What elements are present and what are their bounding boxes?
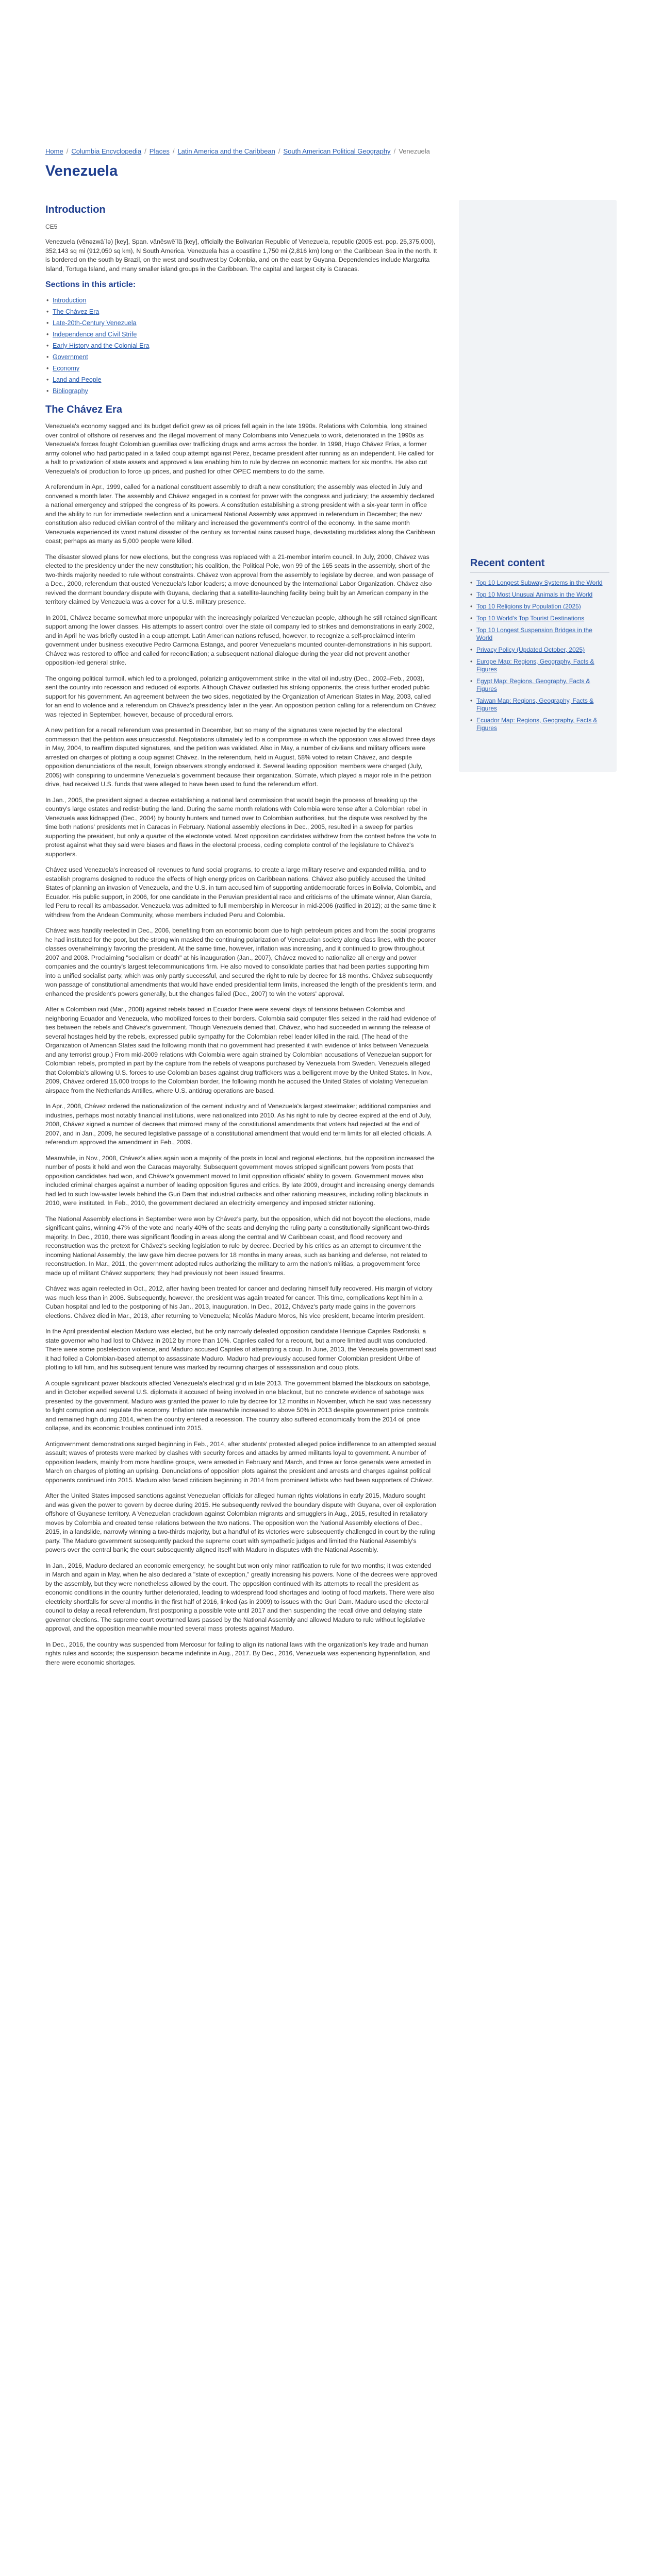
chavez-heading: The Chávez Era	[45, 404, 122, 415]
article-paragraph: A couple significant power blackouts affected Venezuela's electrical grid in late 2013. The government blamed the blackouts on sabotage, and in October expelled several U.S. diplomats it accused of being involved in one blackout, but no concrete evidence of sabotage was presented by the government. Maduro was granted the power to rule by decree for 12 months in November, which he said was necessary to fight corruption and regulate the economy. Inflation rate meanwhile increased to above 50% in 2013 despite government price controls and remained high during 2014, when the country entered a recession. The country also suffered economically from the 2014 oil price collapse, and its economic troubles continued into 2015.	[45, 1379, 432, 1432]
breadcrumb-item[interactable]: Home	[45, 147, 63, 155]
article-paragraph: The National Assembly elections in September were won by Chávez's party, but the opposition, which did not boycott the elections, made significant gains, winning 47% of the vote and nearly 40% of the seats and denying the ruling party a constitutionally significant two-thirds majority. In Dec., 2010, there was significant flooding in areas along the central and W Caribbean coast, and flood recovery and reconstruction was the pretext for Chávez's seeking legislation to rule by decree. Decried by his critics as an attempt to circumvent the incoming National Assembly, the law gave him decree powers for 18 months in many areas, such as banking and defense, not related to reconstruction. In Mar., 2011, the government adopted rules authorizing the military to arm the nation's militias, a progovernment force made up of militant Chávez supporters; they had previously not been issued firearms.	[45, 1215, 430, 1277]
recent-item	[470, 658, 609, 673]
recent-link[interactable]: Ecuador Map: Regions, Geography, Facts & Figures	[476, 717, 598, 732]
recent-link[interactable]: Privacy Policy (Updated October, 2025)	[476, 646, 585, 653]
breadcrumb-separator: /	[66, 147, 69, 155]
article-paragraph: Meanwhile, in Nov., 2008, Chávez's allies again won a majority of the posts in local and regional elections, but the opposition increased the number of posts it held and won the Caracas mayoralty. Subsequent government moves stripped significant powers from posts that opposition candidates had won, and Chávez's government moved to limit opposition officials' ability to govern. Government moves also included criminal charges against a number of leading opposition figures and critics. By late 2009, drought and increasing energy demands had led to such low-water levels behind the Guri Dam that industrial cutbacks and other rationing measures, including rolling blackouts in 2010, were instituted. In Feb., 2010, the government declared an electricity emergency and imposed stricter rationing.	[45, 1154, 435, 1207]
recent-link[interactable]: Top 10 Most Unusual Animals in the World	[476, 591, 593, 598]
breadcrumb-item: Venezuela	[399, 147, 430, 155]
recent-link[interactable]: Egypt Map: Regions, Geography, Facts & Figures	[476, 677, 590, 692]
page-title: Venezuela	[45, 163, 118, 179]
toc-link[interactable]: Economy	[53, 365, 80, 372]
toc-item	[45, 340, 437, 351]
article-paragraph: Chávez was again reelected in Oct., 2012, after having been treated for cancer and declaring himself fully recovered. His margin of victory was much less than in 2006. Subsequently, however, the president was again treated for cancer. This time, complications kept him in a Cuban hospital and led to the postponing of his Jan., 2013, inauguration. In Dec., 2012, Chávez's party made gains in the governors elections. Chávez died in Mar., 2013, after returning to Venezuela; Nicolás Maduro Moros, his vice president, became interim president.	[45, 1285, 433, 1319]
recent-item	[470, 603, 609, 611]
toc-link[interactable]: Independence and Civil Strife	[53, 331, 137, 338]
article-paragraph: Venezuela's economy sagged and its budget deficit grew as oil prices fell again in the late 1990s. Relations with Colombia, long strained over control of offshore oil reserves and the illegal movement of many Colombians into Venezuela to work, deteriorated in the 1990s as Venezuela's forces fought Colombian guerrillas over trafficking drugs and arms across the border. In 1998, Hugo Chávez Frías, a former army colonel who had participated in a failed coup attempt against Pérez, became president after running as an independent. He called for a halt to privatization of state assets and approved a law enabling him to rule by decree on economic matters for six months. He also cut Venezuela's oil production to force up prices, and pushed for other OPEC members to do the same.	[45, 422, 434, 475]
article-paragraph: In Apr., 2008, Chávez ordered the nationalization of the cement industry and of Venezuela's largest steelmaker; additional companies and industries, perhaps most notably financial institutions, were nationalized into 2010. As his right to rule by decree expired at the end of July, 2008, Chávez signed a number of decrees that mirrored many of the constitutional amendments that voters had rejected at the end of 2007, and in Jan., 2009, he secured legislative passage of a constitutional amendment that would end term limits for all elected officials. A referendum approved the amendment in Feb., 2009.	[45, 1103, 432, 1146]
breadcrumb-separator: /	[172, 147, 175, 155]
recent-link[interactable]: Taiwan Map: Regions, Geography, Facts & Figures	[476, 697, 594, 712]
toc-item	[45, 295, 437, 306]
chavez-section	[45, 422, 437, 1667]
breadcrumb-item[interactable]: South American Political Geography	[283, 147, 391, 155]
article-paragraph: In Jan., 2016, Maduro declared an economic emergency; he sought but won only minor ratification to rule for two months; it was extended in March and again in May, when he also declared a "state of exception," greatly increasing his powers. None of the decrees were approved by the assembly, but they were nonetheless allowed by the court. The opposition continued with its attempts to recall the president as economic conditions in the country further deteriorated, leading to widespread food shortages and looting of food markets. There were also electricity shortfalls for several months in the first half of 2016, linked (as in 2009) to issues with the Guri Dam. Maduro used the electoral council to delay a recall referendum, first postponing a possible vote until 2017 and then suspending the recall drive and delaying state governor elections. The supreme court overturned laws passed by the National Assembly and allowed Maduro to rule without legislative approval, and the opposition meanwhile mounted several mass protests against Maduro.	[45, 1562, 437, 1632]
breadcrumb-item[interactable]: Columbia Encyclopedia	[71, 147, 142, 155]
article-paragraph: After a Colombian raid (Mar., 2008) against rebels based in Ecuador there were several days of tensions between Colombia and neighboring Ecuador and Venezuela, who mobilized forces to their borders. Colombia said computer files seized in the raid had evidence of ties between the rebels and Chávez's government. Though Venezuela denied that, Chávez, who had succeeded in winning the release of several hostages held by the rebels, expressed public sympathy for the Colombian rebel leader killed in the raid. (The head of the Organization of American States said the following month that no government had presented it with evidence of links between Venezuela and any terrorist group.) From mid-2009 relations with Colombia were again strained by Colombian accusations of Venezuelan support for Colombian rebels, prompted in part by the capture from the rebels of weapons purchased by Venezuela from Sweden. Venezuela alleged that Colombia's allowing U.S. forces to use Colombian bases against drug traffickers was a belligerent move by the United States. In Nov., 2009, Chávez ordered 15,000 troops to the Colombian border, the following month he accused the United States of violating Venezuelan airspace from the Netherlands Antilles, where U.S. antidrug operations are based.	[45, 1006, 436, 1094]
toc-link[interactable]: Early History and the Colonial Era	[53, 342, 150, 349]
breadcrumb-separator: /	[144, 147, 146, 155]
recent-link[interactable]: Europe Map: Regions, Geography, Facts & Figures	[476, 658, 594, 673]
recent-item	[470, 697, 609, 713]
recent-link[interactable]: Top 10 Religions by Population (2025)	[476, 603, 581, 610]
article-paragraph: A new petition for a recall referendum was presented in December, but so many of the signatures were rejected by the electoral commission that the petition was unsuccessful. Negotiations ultimately led to a compromise in which the opposition was allowed three days in May, 2004, to reaffirm disputed signatures, and the petition was validated. Also in May, a number of civilians and military officers were arrested on charges of plotting a coup against Chávez. In the referendum, held in August, 58% voted to retain Chávez, and despite opposition denunciations of the result, foreign observers strongly endorsed it. Several leading opposition members were charged (July, 2005) with conspiring to undermine Venezuela's government because their organization, Súmate, which played a major role in the petition drive, had received U.S. funds that were alleged to have been used to fund the referendum effort.	[45, 726, 435, 788]
toc-item	[45, 374, 437, 385]
toc-link[interactable]: The Chávez Era	[53, 308, 100, 315]
article-paragraph: After the United States imposed sanctions against Venezuelan officials for alleged human rights violations in early 2015, Maduro sought and was given the power to govern by decree during 2015. He subsequently revived the boundary dispute with Guyana, over oil exploration offshore of Guyanese territory. A Venezuelan crackdown against Colombian migrants and smugglers in Aug., 2015, resulted in retaliatory moves by Colombia and created tense relations between the two nations. The opposition won the National Assembly elections of Dec., 2015, in a landslide, narrowly winning a two-thirds majority, but a handful of its victories were subsequently challenged in court by the ruling party. The Maduro government subsequently packed the supreme court with sympathetic judges and limited the National Assembly's powers over the central bank; the court subsequently aligned itself with Maduro in disputes with the National Assembly.	[45, 1492, 437, 1553]
toc-link[interactable]: Land and People	[53, 376, 102, 383]
recent-item	[470, 717, 609, 732]
recent-item	[470, 615, 609, 622]
toc-link[interactable]: Bibliography	[53, 387, 88, 395]
recent-item	[470, 579, 609, 587]
toc-link[interactable]: Introduction	[53, 297, 87, 304]
toc-heading: Sections in this article:	[45, 280, 136, 289]
recent-item	[470, 626, 609, 642]
breadcrumb-separator: /	[278, 147, 280, 155]
recent-link[interactable]: Top 10 World's Top Tourist Destinations	[476, 615, 585, 622]
recent-list	[470, 579, 609, 732]
divider	[470, 572, 609, 573]
intro-paragraph: Venezuela (vĕnəzwā´lə) [key], Span. văněswě´lä [key], officially the Bolivarian Republic of Venezuela, republic (2005 est. pop. 25,375,000), 352,143 sq mi (912,050 sq km), N South America. Venezuela has a coastline 1,750 mi (2,816 km) long on the Caribbean Sea in the north. It is bordered on the south by Brazil, on the west and southwest by Colombia, and on the east by Guyana. Dependencies include Margarita Island, Tortuga Island, and many smaller island groups in the Caribbean. The capital and largest city is Caracas.	[45, 238, 437, 273]
breadcrumb-item[interactable]: Latin America and the Caribbean	[177, 147, 275, 155]
article-paragraph: A referendum in Apr., 1999, called for a national constituent assembly to draft a new constitution; the assembly was elected in July and convened a month later. The assembly and Chávez engaged in a contest for power with the congress and judiciary; the assembly declared a national emergency and stripped the congress of its powers. A constitution establishing a strong president with a six-year term in office and the ability to run for immediate reelection and a unicameral National Assembly was approved in referendum in December; the new constitution also reduced civilian control of the military and increased the government's control of the economy. In the same month Venezuela experienced its worst natural disaster of the century as torrential rains caused huge, devastating mudslides along the Caribbean coast; perhaps as many as 5,000 people were killed.	[45, 483, 436, 545]
recent-link[interactable]: Top 10 Longest Subway Systems in the World	[476, 579, 603, 586]
intro-heading: Introduction	[45, 204, 106, 215]
toc-item	[45, 363, 437, 374]
recent-link[interactable]: Top 10 Longest Suspension Bridges in the World	[476, 626, 592, 641]
toc-item	[45, 317, 437, 329]
article-paragraph: Chávez was handily reelected in Dec., 2006, benefiting from an economic boom due to high petroleum prices and from the social programs he had instituted for the poor, but the strong win masked the continuing polarization of Venezuelan society along class lines, with the poorer classes overwhelmingly favoring the president. At the same time, however, inflation was increasing, and it continued to grow throughout 2007 and 2008. Proclaiming "socialism or death" at his inauguration (Jan., 2007), Chávez moved to nationalize all energy and power companies and the country's largest telecommunications firm. He also moved to consolidate parties that had been parties supporting him into a unified socialist party, which was only partly successful, and secured the right to rule by decree for 18 months. Chávez subsequently won passage of constitutional amendments that would have ended presidential term limits, increased the length of the president's term, and enhanced the president's powers generally, but the changes failed (Dec., 2007) to win the voters' approval.	[45, 927, 437, 997]
toc-link[interactable]: Late-20th-Century Venezuela	[53, 319, 137, 327]
toc-item	[45, 351, 437, 363]
article-paragraph: Chávez used Venezuela's increased oil revenues to fund social programs, to create a large military reserve and expanded militia, and to establish programs designed to reduce the effects of high energy prices on Caribbean nations. Chávez also publicly accused the United States of planning an invasion of Venezuela, and the U.S. in turn accused him of supporting antidemocratic forces in Bolivia, Colombia, and Ecuador. His public support, in 2006, for one candidate in the Peruvian presidential race and criticisms of the ultimate winner, Alan García, led Peru to recall its ambassador. Venezuela was admitted to full membership in Mercosur in mid-2006 (ratified in 2012); at the same time it withdrew from the Andean Community, whose members included Peru and Colombia.	[45, 866, 436, 919]
article-paragraph: In the April presidential election Maduro was elected, but he only narrowly defeated opposition candidate Henrique Capriles Radonski, a state governor who had lost to Chávez in 2012 by more than 10%. Capriles called for a recount, but a more limited audit was conducted. There were some postelection violence, and Maduro accused Capriles of attempting a coup. In June, 2013, the Venezuela government said it had foiled a Colombian-based attempt to assassinate Maduro. Maduro had previously accused former Colombian president Uribe of plotting to kill him, and his subsequent tenure was marked by recurring charges of assassination and coup plots.	[45, 1328, 437, 1371]
article-paragraph: In Dec., 2016, the country was suspended from Mercosur for failing to align its national laws with the organization's key trade and human rights rules and accords; the suspension became indefinite in Aug., 2017. By Dec., 2016, Venezuela was experiencing hyperinflation, and there were economic shortages.	[45, 1640, 430, 1666]
breadcrumb	[45, 147, 430, 155]
table-of-contents	[45, 295, 437, 397]
article-paragraph: In Jan., 2005, the president signed a decree establishing a national land commission that would begin the process of breaking up the country's large estates and redistributing the land. During the same month relations with Colombia were tense after a Colombian rebel in Venezuela was kidnapped (Dec., 2004) by bounty hunters and turned over to Colombian authorities, but the dispute was resolved by the time both nations' presidents met in Caracas in February. National assembly elections in Dec., 2005, resulted in a sweep for parties supporting the president, but only a quarter of the electorate voted. Most opposition candidates withdrew from the contest before the vote to protest against what they said were biases and flaws in the electoral process, ceding complete control of the legislature to Chávez's supporters.	[45, 796, 437, 858]
recent-heading: Recent content	[470, 557, 545, 569]
article-body	[45, 204, 437, 1674]
toc-item	[45, 385, 437, 397]
recent-content	[470, 557, 609, 736]
article-paragraph: The ongoing political turmoil, which led to a prolonged, polarizing antigovernment strike in the vital oil industry (Dec., 2002–Feb., 2003), sent the country into recession and reduced oil exports. Although Chávez outlasted his striking opponents, the crisis further eroded public support for his government. An agreement between the two sides, negotiated by the Organization of American States in May, 2003, called for an end to violence and a referendum on Chávez's presidency later in the year. An opposition petition calling for a referendum on Chávez was rejected in September, however, because of procedural errors.	[45, 674, 436, 718]
breadcrumb-item[interactable]: Places	[149, 147, 170, 155]
article-paragraph: Antigovernment demonstrations surged beginning in Feb., 2014, after students' protested alleged police indifference to an attempted sexual assault; waves of protests were marked by clashes with security forces and attacks by armed militants loyal to government. A number of opposition leaders, mainly from more hardline groups, were arrested in February and March, and three air force generals were arrested in March on charges of plotting an uprising. Denunciations of opposition plots against the president and arrests and charges against political opponents continued into 2015. Maduro also faced criticism beginning in 2014 from prominent leftists who had been supporters of Chávez.	[45, 1440, 437, 1484]
breadcrumb-separator: /	[393, 147, 396, 155]
toc-item	[45, 306, 437, 317]
toc-link[interactable]: Government	[53, 353, 88, 361]
recent-item	[470, 646, 609, 654]
recent-item	[470, 677, 609, 693]
article-paragraph: In 2001, Chávez became somewhat more unpopular with the increasingly polarized Venezuelan people, although he still retained significant support among the lower classes. His attempts to assert control over the state oil company led to strikes and demonstrations in early 2002, and in April he was briefly ousted in a coup attempt. Latin American nations refused, however, to recognize a self-proclaimed interim government under business executive Pedro Carmona Estanga, and poorer Venezuelans mounted counter-demonstrations in his support. Chávez was restored to office and called for reconciliation; a subsequent national dialogue during the year did not prevent another opposition-led general strike.	[45, 614, 437, 666]
article-paragraph: The disaster slowed plans for new elections, but the congress was replaced with a 21-member interim council. In July, 2000, Chávez was elected to the presidency under the new constitution; his coalition, the Political Pole, won 99 of the 165 seats in the assembly, short of the two-thirds majority needed to rule without constraints. Chávez won approval from the assembly to legislate by decree, and won passage of a Dec., 2000, referendum that ousted Venezuela's labor leaders; a move denounced by the International Labor Organization. Chávez also revived the dormant boundary dispute with Guyana, declaring that a satellite-launching facility being built by an American company in the territory claimed by Venezuela was a cover for a U.S. military presence.	[45, 553, 434, 605]
toc-item	[45, 329, 437, 340]
recent-item	[470, 591, 609, 599]
source-label: CE5	[45, 223, 58, 230]
